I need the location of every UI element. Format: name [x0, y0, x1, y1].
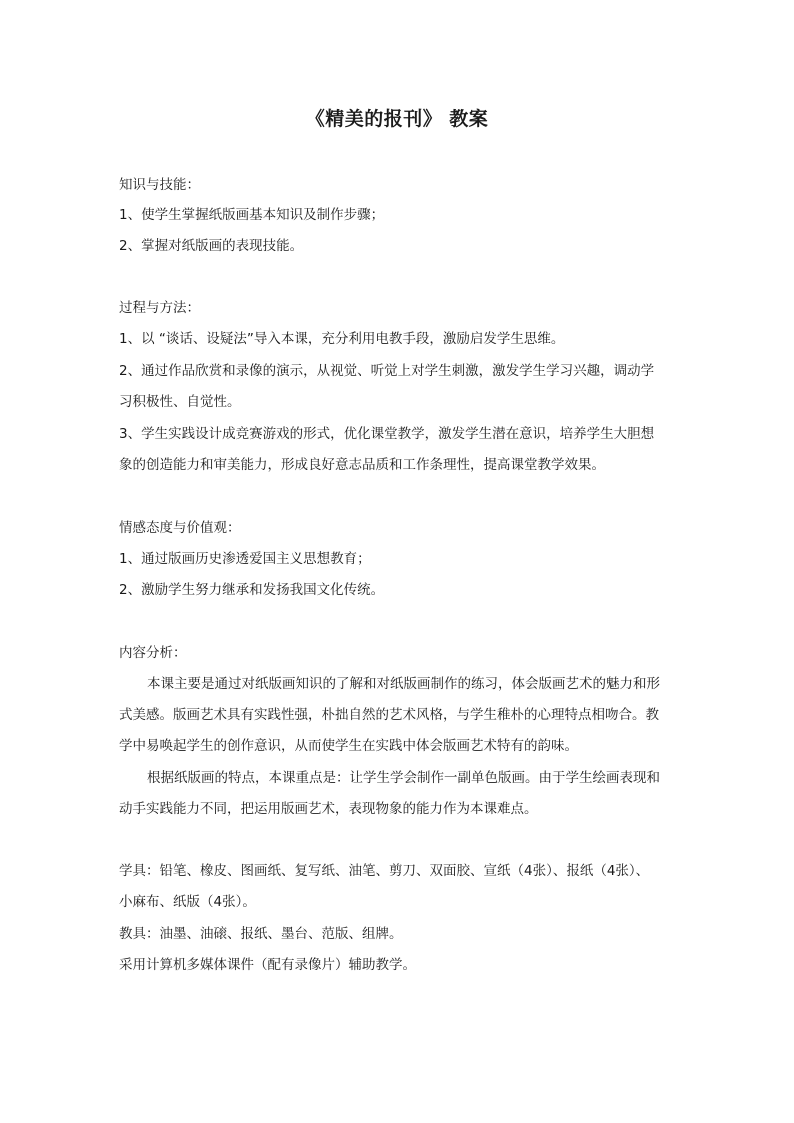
process-line-4: 3、学生实践设计成竞赛游戏的形式，优化课堂教学，激发学生潜在意识，培养学生大胆想: [119, 426, 655, 442]
knowledge-line-2: 2、掌握对纸版画的表现技能。: [119, 238, 304, 254]
process-line-5: 象的创造能力和审美能力，形成良好意志品质和工作条理性，提高课堂教学效果。: [119, 457, 605, 473]
section-heading-process: 过程与方法：: [119, 300, 200, 316]
emotion-line-1: 1、通过版画历史渗透爱国主义思想教育；: [119, 551, 371, 567]
process-line-2: 2、通过作品欣赏和录像的演示，从视觉、听觉上对学生刺激，激发学生学习兴趣，调动学: [119, 363, 655, 379]
analysis-line-5: 动手实践能力不同，把运用版画艺术，表现物象的能力作为本课难点。: [119, 801, 538, 817]
process-line-3: 习积极性、自觉性。: [119, 394, 241, 410]
section-heading-knowledge: 知识与技能：: [119, 177, 200, 193]
emotion-line-2: 2、激励学生努力继承和发扬我国文化传统。: [119, 582, 385, 598]
analysis-line-4: 根据纸版画的特点，本课重点是：让学生学会制作一副单色版画。由于学生绘画表现和: [147, 770, 660, 786]
section-heading-emotion: 情感态度与价值观：: [119, 520, 241, 536]
analysis-line-2: 式美感。版画艺术具有实践性强，朴拙自然的艺术风格，与学生稚朴的心理特点相吻合。教: [119, 707, 659, 723]
process-line-1: 1、以 “谈话、设疑法”导入本课，充分利用电教手段，激励启发学生思维。: [119, 331, 565, 347]
analysis-line-3: 学中易唤起学生的创作意识，从而使学生在实践中体会版画艺术特有的韵味。: [119, 738, 578, 754]
materials-line-4: 采用计算机多媒体课件（配有录像片）辅助教学。: [119, 957, 416, 973]
section-heading-analysis: 内容分析：: [119, 645, 187, 661]
document-title: 《精美的报刊》 教案: [305, 108, 489, 130]
materials-line-3: 教具：油墨、油磙、报纸、墨台、范版、组牌。: [119, 926, 403, 942]
materials-line-2: 小麻布、纸版（4张）。: [119, 894, 256, 910]
materials-line-1: 学具：铅笔、橡皮、图画纸、复写纸、油笔、剪刀、双面胶、宣纸（4张）、报纸（4张）、: [119, 863, 650, 879]
knowledge-line-1: 1、使学生掌握纸版画基本知识及制作步骤；: [119, 207, 385, 223]
analysis-line-1: 本课主要是通过对纸版画知识的了解和对纸版画制作的练习，体会版画艺术的魅力和形: [147, 676, 660, 692]
